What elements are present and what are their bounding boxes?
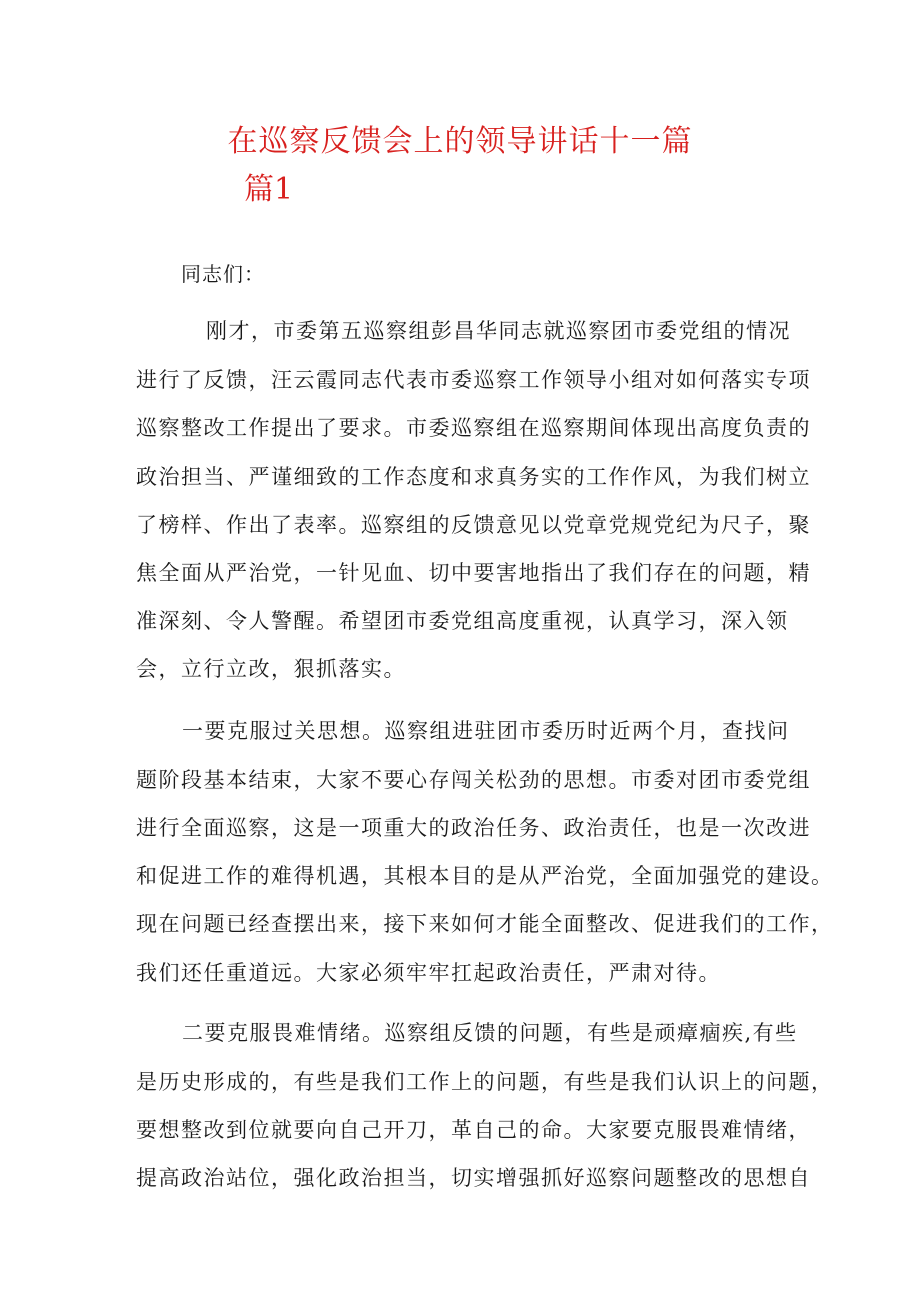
body-line: 是历史形成的，有些是我们工作上的问题，有些是我们认识上的问题， xyxy=(136,1070,834,1094)
body-line: 准深刻、令人警醒。希望团市委党组高度重视，认真学习，深入领 xyxy=(136,609,789,633)
document-title: 在巡察反馈会上的领导讲话十一篇 xyxy=(227,124,693,159)
salutation: 同志们： xyxy=(181,262,265,286)
body-line: 和促进工作的难得机遇，其根本目的是从严治党，全面加强党的建设。 xyxy=(136,864,834,888)
section-heading: 篇1 xyxy=(244,172,294,207)
body-line: 进行全面巡察，这是一项重大的政治任务、政治责任，也是一次改进 xyxy=(136,816,811,840)
body-line: 提高政治站位，强化政治担当，切实增强抓好巡察问题整改的思想自 xyxy=(136,1166,811,1190)
body-line: 要想整改到位就要向自己开刀，革自己的命。大家要克服畏难情绪， xyxy=(136,1118,811,1142)
body-line: 会，立行立改，狠抓落实。 xyxy=(136,657,406,681)
body-line: 我们还任重道远。大家必须牢牢扛起政治责任，严肃对待。 xyxy=(136,961,721,985)
paragraph-heading-2: 二要克服畏难情绪。巡察组反馈的问题，有些是顽瘴痼疾,有些 xyxy=(182,1021,798,1045)
body-line: 了榜样、作出了表率。巡察组的反馈意见以党章党规党纪为尺子，聚 xyxy=(136,513,811,537)
body-line: 政治担当、严谨细致的工作态度和求真务实的工作作风，为我们树立 xyxy=(136,465,811,489)
paragraph-heading-1: 一要克服过关思想。巡察组进驻团市委历时近两个月，查找问 xyxy=(182,719,790,743)
body-line: 现在问题已经查摆出来，接下来如何才能全面整改、促进我们的工作， xyxy=(136,912,834,936)
body-line: 刚才，市委第五巡察组彭昌华同志就巡察团市委党组的情况 xyxy=(206,319,791,343)
body-line: 焦全面从严治党，一针见血、切中要害地指出了我们存在的问题，精 xyxy=(136,561,811,585)
body-line: 巡察整改工作提出了要求。市委巡察组在巡察期间体现出高度负责的 xyxy=(136,416,811,440)
body-line: 进行了反馈，汪云霞同志代表市委巡察工作领导小组对如何落实专项 xyxy=(136,368,811,392)
body-line: 题阶段基本结束，大家不要心存闯关松劲的思想。市委对团市委党组 xyxy=(136,768,811,792)
